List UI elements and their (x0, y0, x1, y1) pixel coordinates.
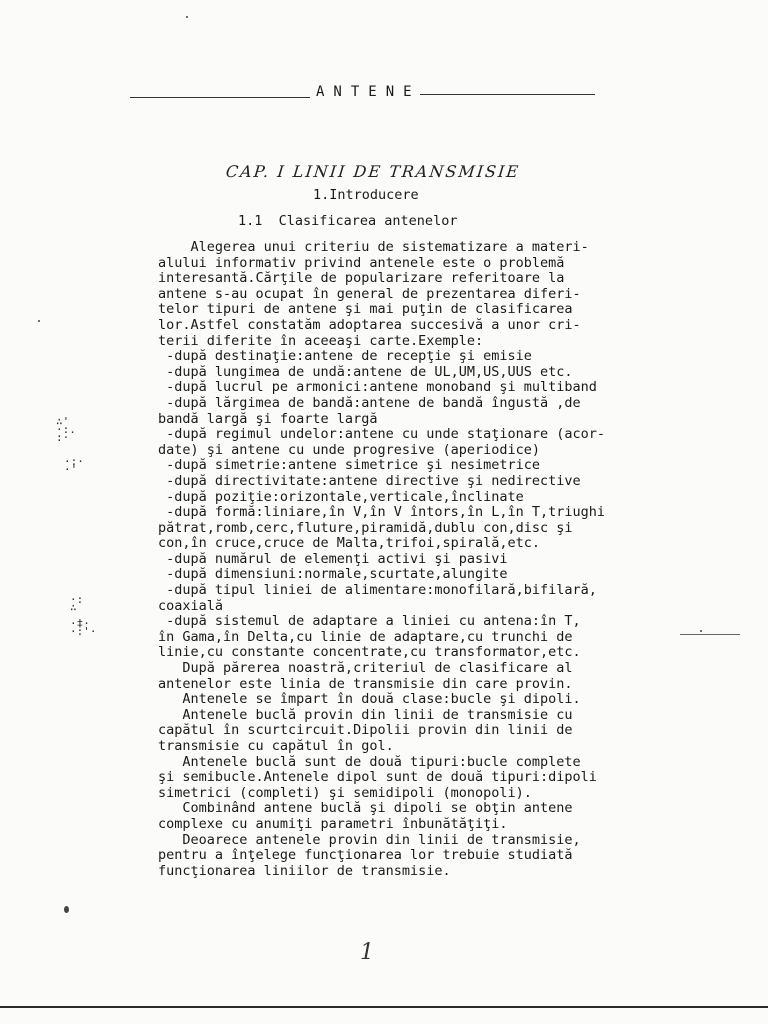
body-line: simetrici (completi) şi semidipoli (monopoli). (158, 784, 532, 801)
chapter-heading: CAP. I LINII DE TRANSMISIE (225, 162, 522, 181)
scan-speckle-mark: ·: ∴ (70, 593, 84, 614)
body-line: Deoarece antenele provin din linii de transmisie, (158, 831, 581, 848)
body-line: telor tipuri de antene şi mai puţin de clasificarea (158, 301, 573, 318)
scan-speckle-dot (64, 906, 69, 913)
body-line: con,în cruce,cruce de Malta,trifoi,spirală,etc. (158, 535, 541, 552)
body-line: -după sistemul de adaptare a liniei cu antena:în T, (158, 613, 581, 630)
body-line: în Gama,în Delta,cu linie de adaptare,cu trunchi de (158, 628, 573, 645)
scan-speckle-dot (186, 16, 188, 18)
body-line: bandă largă şi foarte largă (158, 410, 378, 427)
body-line: complexe cu anumiţi parametri înbunătăţiţi. (158, 815, 508, 832)
body-line: Antenele se împart în două clase:bucle şi dipoli. (158, 691, 581, 708)
body-line: -după destinaţie:antene de recepţie şi emisie (158, 348, 532, 365)
scan-speckle-mark: ·:· ·' (64, 455, 84, 476)
body-line: coaxială (158, 597, 224, 614)
body-line: -după regimul undelor:antene cu unde staţionare (acor- (158, 426, 606, 443)
body-line: date) şi antene cu unde progresive (aperiodice) (158, 441, 541, 458)
scan-bottom-edge (0, 1006, 768, 1008)
body-line: lor.Astfel constatăm adoptarea succesivă a unor cri- (158, 316, 581, 333)
body-line: antenelor este linia de transmisie din care provin. (158, 675, 573, 692)
page-number: 1 (360, 940, 374, 965)
body-line: -după lungimea de undă:antene de UL,UM,US,UUS etc. (158, 363, 573, 380)
body-line: interesantă.Cărţile de popularizare referitoare la (158, 270, 565, 287)
body-line: -după directivitate:antene directive şi nedirective (158, 472, 581, 489)
body-line: funcţionarea liniilor de transmisie. (158, 862, 451, 879)
body-line: -după dimensiuni:normale,scurtate,alungite (158, 566, 508, 583)
body-line: pătrat,romb,cerc,fluture,piramidă,dublu con,disc şi (158, 519, 573, 536)
body-line: terii diferite în aceeaşi carte.Exemple: (158, 332, 484, 349)
scan-speckle-dot (700, 630, 702, 632)
body-line: -după tipul liniei de alimentare:monofilară,bifilară, (158, 582, 597, 599)
header-rule-left (130, 97, 310, 98)
subsection-title: 1.1 Clasificarea antenelor (238, 213, 458, 229)
body-line: -după numărul de elemenţi activi şi pasivi (158, 550, 508, 567)
header-rule-right (420, 94, 595, 95)
body-line: Antenele buclă provin din linii de transmisie cu (158, 706, 573, 723)
body-line: transmisie cu capătul în gol. (158, 738, 394, 754)
body-line: şi semibucle.Antenele dipol sunt de două tipuri:dipoli (158, 769, 597, 786)
section-title: 1.Introducere (313, 187, 419, 203)
body-line: -după formă:liniare,în V,în V întors,în L,în T,triughi (158, 504, 606, 521)
body-text (158, 240, 758, 879)
body-line: Alegerea unui criteriu de sistematizare a materi- (158, 239, 589, 255)
scan-speckle-mark: ·‡· ·:'· (70, 617, 97, 638)
body-line: linie,cu constante concentrate,cu transformator,etc. (158, 644, 581, 661)
body-line: Antenele buclă sunt de două tipuri:bucle complete (158, 753, 581, 770)
body-line: -după poziţie:orizontale,verticale,înclinate (158, 488, 524, 505)
body-line: -după lucrul pe armonici:antene monoband şi multiband (158, 379, 597, 396)
margin-stroke (680, 634, 740, 635)
body-line: pentru a înţelege funcţionarea lor trebuie studiată (158, 847, 573, 864)
scan-speckle-dot (38, 320, 40, 322)
body-line: -după simetrie:antene simetrice şi nesimetrice (158, 457, 541, 474)
body-line: alului informativ privind antenele este o problemă (158, 254, 565, 271)
body-line: Combinând antene buclă şi dipoli se obţin antene (158, 800, 573, 817)
body-line: capătul în scurtcircuit.Dipolii provin din linii de (158, 722, 573, 739)
running-header: ANTENE (316, 84, 421, 100)
body-line: După părerea noastră,criteriul de clasificare al (158, 660, 573, 677)
body-line: antene s-au ocupat în general de prezentarea diferi- (158, 285, 581, 302)
scan-speckle-mark: ∴' ·:. :· (56, 415, 76, 444)
body-line: -după lărgimea de bandă:antene de bandă îngustă ,de (158, 394, 581, 411)
